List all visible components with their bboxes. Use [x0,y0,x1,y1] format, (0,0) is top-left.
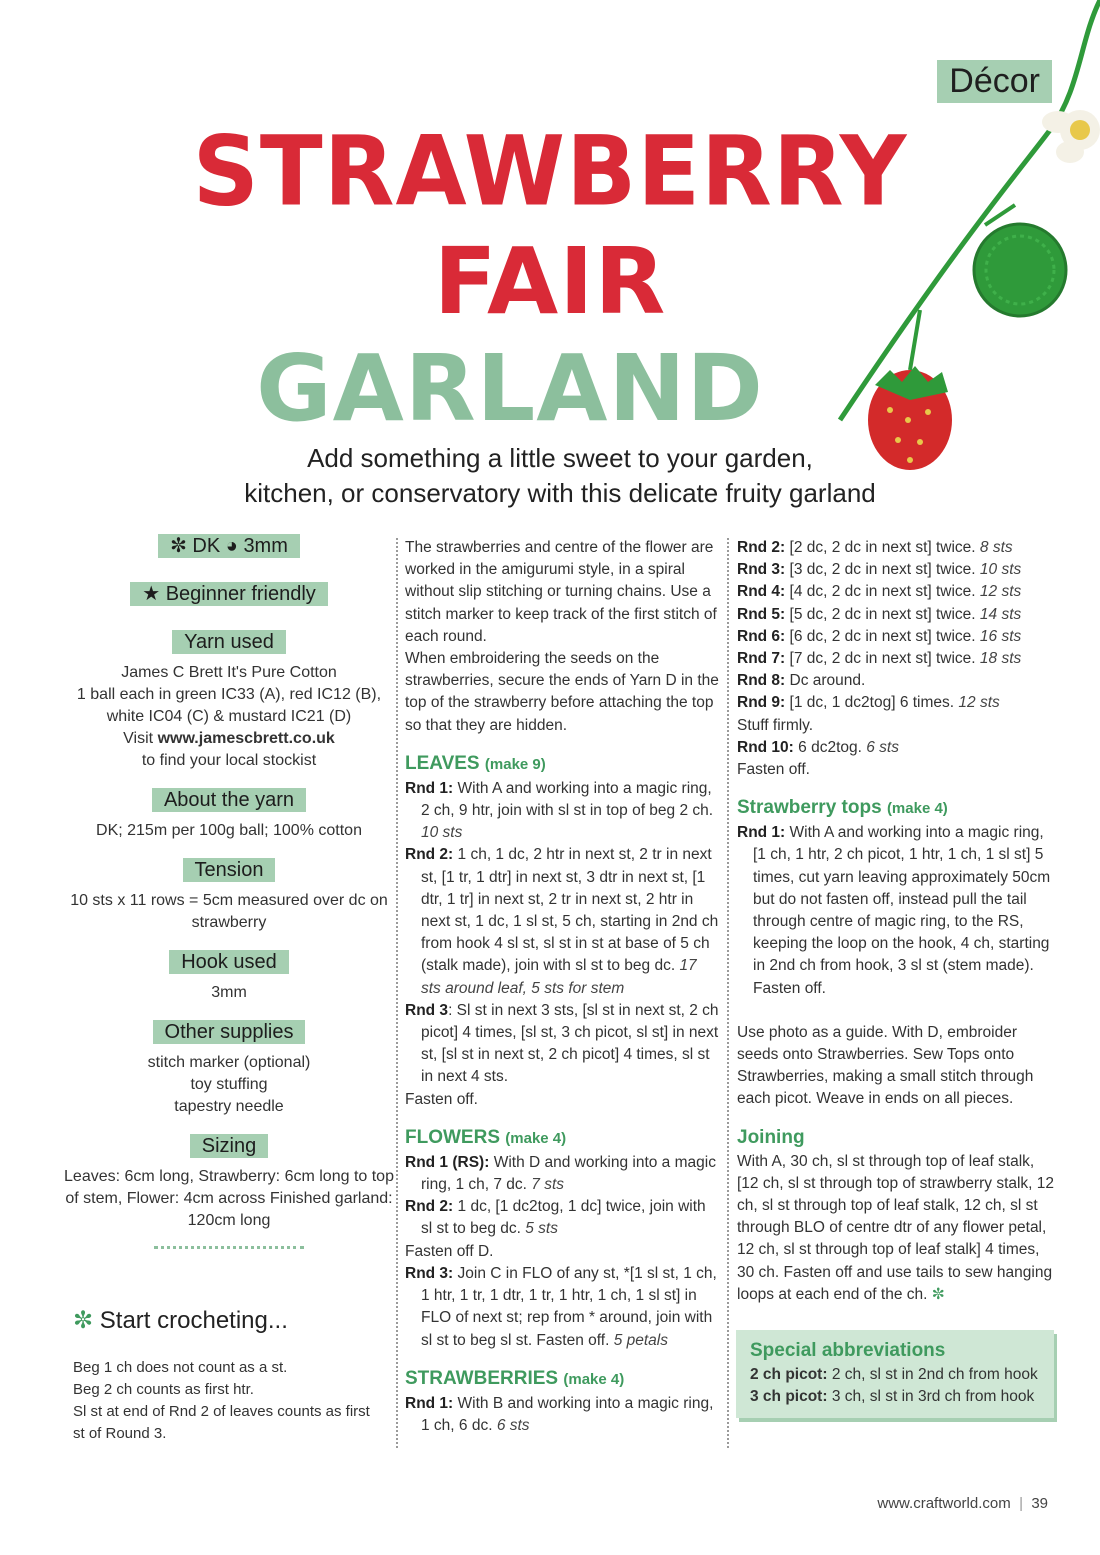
round-instruction [737,581,1055,603]
hook-text: 3mm [211,984,247,1001]
round-text: With A and working into a magic ring, 2 ch, 9 htr, join with sl st in top of beg 2 ch. [421,779,714,820]
tops-title: Strawberry tops [737,797,882,819]
round-instruction [405,1152,720,1196]
stuff-note: Stuff firmly. [737,716,814,734]
round-instruction [737,648,1055,670]
stitch-count: 14 sts [979,605,1022,623]
visit-line [60,728,398,750]
title-line-2: FAIR [433,228,667,335]
footer-site[interactable]: www.craftworld.com [877,1495,1011,1512]
round-label: Rnd 2: [405,1198,454,1216]
visit-prefix: Visit [123,730,158,747]
round-instruction [737,537,1055,559]
start-note: Beg 2 ch counts as first htr. [73,1381,254,1398]
yarn-used-line: 1 ball each in green IC33 (A), red IC12 (B), [76,686,382,703]
round-label: Rnd 1 (RS): [405,1153,490,1171]
start-crocheting-heading [73,1306,288,1335]
star-icon: ★ [142,583,161,605]
stitch-count: 17 sts around leaf, 5 sts for stem [421,957,697,997]
start-note: Sl st at end of Rnd 2 of leaves counts as first st of Round 3. [73,1403,370,1442]
yarn-weight: DK [192,535,221,557]
leaves-title: LEAVES [405,752,480,774]
sizing-section [60,1130,398,1232]
round-instruction [405,1196,720,1240]
stitch-count: 6 sts [496,1416,530,1434]
round-label: Rnd 1: [737,824,786,842]
level-label: Beginner friendly [165,583,316,605]
fasten-off: Fasten off. [405,1090,478,1108]
joining-text [737,1151,1055,1306]
joining-heading: Joining [737,1126,805,1148]
round-label: Rnd 10: [737,738,794,756]
page-number: 39 [1031,1495,1048,1512]
round-text: 1 dc, [1 dc2tog, 1 dc] twice, join with sl st to beg dc. [421,1198,706,1238]
round-text: 1 ch, 1 dc, 2 htr in next st, 2 tr in next st, [1 tr, 1 dtr] in next st, 3 dtr in next st, [1 dtr, 1 tr] in next st, 2 tr in next st, 2 htr in next st, 1 dc, 1 sl st, 5 ch, starting in 2nd ch from hook 4 sl st, sl st in st at base of 5 ch (stalk made), join with sl st to beg dc. [421,846,719,975]
yarn-hook-badge [158,534,300,558]
page-footer: www.craftworld.com | 39 [877,1495,1048,1512]
round-instruction [737,737,1055,759]
round-instruction [737,559,1055,581]
yarn-used-heading: Yarn used [172,630,286,654]
round-text: [6 dc, 2 dc in next st] twice. [785,627,980,645]
round-instruction [737,604,1055,626]
strawberries-heading [405,1366,720,1393]
stitch-count: 12 sts [958,694,1000,712]
leaves-heading [405,751,720,778]
stitch-count: 6 sts [866,738,899,756]
stitch-count: 12 sts [979,583,1022,601]
abbreviation-term: 2 ch picot: [750,1366,828,1383]
tension-text: 10 sts x 11 rows = 5cm measured over dc on strawberry [70,892,388,931]
strawberries-title: STRAWBERRIES [405,1367,559,1389]
round-text: : Sl st in next 3 sts, [sl st in next st, 2 ch picot] 4 times, [sl st, 3 ch picot, sl st] in next st, [sl st in next st, 2 ch picot] 4 times, sl st in next 4 sts. [421,1001,719,1086]
tops-heading [737,795,1055,822]
abbreviation-term: 3 ch picot: [750,1388,828,1406]
round-text: 6 dc2tog. [793,738,867,756]
sizing-text: Leaves: 6cm long, Strawberry: 6cm long to top of stem, Flower: 4cm across Finished garland: 120cm long [64,1168,394,1229]
round-instruction [405,1393,720,1437]
yarn-used-line: white IC04 (C) & mustard IC21 (D) [106,708,352,725]
hook-heading: Hook used [169,950,289,974]
round-label: Rnd 5: [737,605,786,623]
round-text: [3 dc, 2 dc in next st] twice. [785,561,980,579]
round-instruction [737,692,1055,714]
joining-body: With A, 30 ch, sl st through top of leaf stalk, [12 ch, sl st through top of strawberry stalk, 12 ch, sl st through top of leaf stalk, 12 ch, sl st through BLO of centre dtr of any flower petal, 12 ch, sl st through top of leaf stalk] 4 times, 30 ch. Fasten off and use tails to sew hanging loops at each end of the ch. [737,1152,1055,1303]
start-note: Beg 1 ch does not count as a st. [73,1359,288,1376]
round-text: [4 dc, 2 dc in next st] twice. [785,583,980,601]
about-yarn-heading: About the yarn [152,788,306,812]
stitch-count: 18 sts [979,650,1022,668]
dotted-divider [154,1246,304,1249]
yarn-ball-icon: ✼ [73,1307,94,1334]
round-text: [7 dc, 2 dc in next st] twice. [785,650,980,668]
round-label: Rnd 2: [405,846,454,864]
instructions-column-right [737,537,1055,1306]
round-instruction [405,1000,720,1089]
intro-paragraph: The strawberries and centre of the flower are worked in the amigurumi style, in a spiral without slip stitching or turning chains. Use a stitch marker to keep track of the first stitch of each round. [405,539,717,645]
level-badge [130,582,328,606]
stitch-count: 8 sts [979,539,1013,556]
intro-paragraph: When embroidering the seeds on the strawberries, secure the ends of Yarn D in the top of the strawberry before attaching the top so that they are hidden. [405,650,719,734]
finishing-text: Use photo as a guide. With D, embroider seeds onto Strawberries. Sew Tops onto Strawberries, making a small stitch through each picot. Weave in ends on all pieces. [737,1023,1034,1108]
subtitle-line-2: kitchen, or conservatory with this delicate fruity garland [244,478,876,508]
round-instruction [737,670,1055,692]
supplies-heading: Other supplies [153,1020,306,1044]
supply-item: toy stuffing [190,1076,268,1093]
round-label: Rnd 7: [737,650,786,668]
special-abbreviations-box [736,1330,1054,1418]
tops-make: (make 4) [886,800,948,818]
about-yarn-text: DK; 215m per 100g ball; 100% cotton [96,822,362,839]
round-label: Rnd 3: [405,1264,454,1282]
hook-section [60,946,398,1004]
pattern-info-sidebar [60,530,398,1249]
title-line-3: GARLAND [256,335,764,442]
subtitle-line-1: Add something a little sweet to your garden, [307,443,813,473]
supplies-section [60,1016,398,1118]
flowers-make: (make 4) [505,1129,567,1147]
yarn-ball-icon: ✼ [931,1285,945,1303]
round-text: Dc around. [785,672,866,690]
round-text: With B and working into a magic ring, 1 ch, 6 dc. [421,1394,714,1434]
round-instruction [405,778,720,845]
round-label: Rnd 3: [737,561,786,579]
round-text: With A and working into a magic ring, [1 ch, 1 htr, 2 ch picot, 1 htr, 1 ch, 1 sl st] 5 times, cut yarn leaving approximately 50cm but do not fasten off, instead pull the tail through centre of magic ring, to the RS, keeping the loop on the hook, 4 ch, starting in 2nd ch from hook, 3 sl st (stem made). Fasten off. [753,824,1051,997]
round-instruction [405,1263,720,1352]
round-text: [1 dc, 1 dc2tog] 6 times. [785,694,959,712]
round-label: Rnd 6: [737,627,786,645]
column-divider [727,538,729,1448]
hook-size: 3mm [243,535,288,557]
abbreviation-item [750,1386,1040,1408]
abbreviation-def: 3 ch, sl st in 3rd ch from hook [827,1388,1035,1406]
stitch-count: 10 sts [421,824,463,842]
round-instruction [405,844,720,999]
title-line-1: STRAWBERRY [192,115,908,228]
abbreviation-item [750,1364,1040,1386]
yarn-used-line: James C Brett It's Pure Cotton [121,664,337,681]
stitch-count: 5 petals [613,1331,668,1349]
round-label: Rnd 4: [737,583,786,601]
yarn-used-section [60,626,398,772]
round-label: Rnd 1: [405,779,454,797]
round-text: With D and working into a magic ring, 1 ch, 7 dc. [421,1153,716,1194]
abbreviations-heading: Special abbreviations [750,1340,946,1361]
round-instruction [737,822,1055,1000]
start-notes [73,1357,373,1445]
visit-suffix: to find your local stockist [141,752,317,769]
round-label: Rnd 9: [737,694,786,712]
round-instruction [737,626,1055,648]
sizing-heading: Sizing [190,1134,268,1158]
abbreviation-def: 2 ch, sl st in 2nd ch from hook [827,1366,1038,1383]
stitch-count: 5 sts [525,1220,558,1238]
round-label: Rnd 2: [737,539,786,556]
about-yarn-section [60,784,398,842]
round-label: Rnd 1: [405,1394,454,1412]
leaves-make: (make 9) [484,755,546,773]
start-crocheting-label: Start crocheting... [99,1307,288,1334]
fasten-off: Fasten off. [737,761,810,779]
round-text: Join C in FLO of any st, *[1 sl st, 1 ch, 1 htr, 1 tr, 1 dtr, 1 tr, 1 htr, 1 ch, 1 sl st] in FLO of next st; rep from * around, join with sl st to beg sl st. Fasten off. [421,1264,717,1349]
stitch-count: 16 sts [979,627,1022,645]
round-label: Rnd 8: [737,672,786,690]
round-label: Rnd 3 [405,1001,449,1019]
yarn-ball-icon: ✼ [170,535,187,557]
flowers-title: FLOWERS [405,1126,500,1148]
supply-item: stitch marker (optional) [147,1054,311,1071]
fasten-off: Fasten off D. [405,1242,494,1260]
tension-heading: Tension [183,858,276,882]
round-text: [2 dc, 2 dc in next st] twice. [785,539,980,556]
flowers-heading [405,1125,720,1152]
tension-section [60,854,398,934]
hook-icon: ◕ [225,535,238,557]
instructions-column-middle [405,537,720,1437]
stitch-count: 10 sts [979,561,1022,579]
stitch-count: 7 sts [531,1176,565,1194]
supply-item: tapestry needle [174,1098,284,1115]
round-text: [5 dc, 2 dc in next st] twice. [785,605,980,623]
section-tag: Décor [937,60,1052,103]
strawberries-make: (make 4) [563,1370,625,1388]
column-divider [396,538,398,1448]
stockist-link[interactable]: www.jamescbrett.co.uk [157,730,335,747]
